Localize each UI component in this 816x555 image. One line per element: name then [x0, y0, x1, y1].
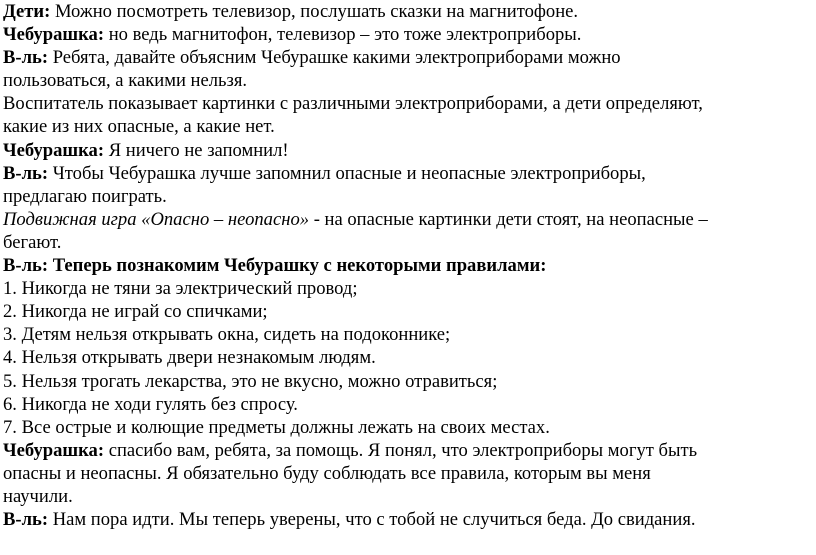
- line-text: 1. Никогда не тяни за электрический провод;: [3, 278, 358, 300]
- rules-heading: В-ль: Теперь познакомим Чебурашку с некоторыми правилами:: [3, 255, 547, 277]
- rule-item: [3, 346, 813, 369]
- line-text: 3. Детям нельзя открывать окна, сидеть на подоконнике;: [3, 324, 451, 346]
- paragraph-line: [3, 162, 813, 185]
- rule-item: [3, 277, 813, 300]
- paragraph-line: [3, 46, 813, 69]
- paragraph-line: [3, 439, 813, 462]
- line-text: спасибо вам, ребята, за помощь. Я понял, что электроприборы могут быть: [104, 439, 698, 461]
- line-text: научили.: [3, 485, 73, 507]
- speaker-label: Чебурашка:: [3, 439, 105, 461]
- line-text: предлагаю поиграть.: [3, 185, 167, 207]
- paragraph-line: [3, 69, 813, 92]
- paragraph-line: [3, 185, 813, 208]
- line-text: Ребята, давайте объясним Чебурашке какими электроприборами можно: [48, 47, 621, 69]
- rule-item: [3, 370, 813, 393]
- speaker-label: В-ль:: [3, 162, 49, 184]
- rule-item: [3, 300, 813, 323]
- line-text: 2. Никогда не играй со спичками;: [3, 301, 268, 323]
- line-text: Чтобы Чебурашка лучше запомнил опасные и неопасные электроприборы,: [48, 162, 646, 184]
- rule-item: [3, 416, 813, 439]
- paragraph-line: [3, 208, 813, 231]
- paragraph-line: [3, 139, 813, 162]
- rule-item: [3, 393, 813, 416]
- line-text: 4. Нельзя открывать двери незнакомым людям.: [3, 347, 376, 369]
- line-text: 5. Нельзя трогать лекарства, это не вкусно, можно отравиться;: [3, 370, 498, 392]
- paragraph-line: [3, 23, 813, 46]
- line-text: бегают.: [3, 231, 62, 253]
- speaker-label: Чебурашка:: [3, 139, 105, 161]
- paragraph-line: [3, 508, 813, 531]
- game-title: Подвижная игра «Опасно – неопасно»: [3, 208, 310, 230]
- line-text: опасны и неопасны. Я обязательно буду соблюдать все правила, которым вы меня: [3, 462, 651, 484]
- line-text: 7. Все острые и колющие предметы должны лежать на своих местах.: [3, 416, 550, 438]
- line-text: но ведь магнитофон, телевизор – это тоже электроприборы.: [104, 24, 582, 46]
- line-text: Я ничего не запомнил!: [104, 139, 289, 161]
- paragraph-line: [3, 485, 813, 508]
- line-text: - на опасные картинки дети стоят, на неопасные –: [309, 208, 708, 230]
- line-text: 6. Никогда не ходи гулять без спросу.: [3, 393, 298, 415]
- speaker-label: В-ль:: [3, 47, 49, 69]
- line-text: Нам пора идти. Мы теперь уверены, что с тобой не случиться беда. До свидания.: [48, 509, 696, 531]
- paragraph-line: [3, 0, 813, 23]
- paragraph-line: [3, 92, 813, 115]
- line-text: Можно посмотреть телевизор, послушать сказки на магнитофоне.: [50, 1, 579, 22]
- paragraph-line: [3, 231, 813, 254]
- speaker-label: Чебурашка:: [3, 24, 105, 46]
- paragraph-line: [3, 254, 813, 277]
- speaker-label: В-ль:: [3, 509, 49, 531]
- paragraph-line: [3, 115, 813, 138]
- line-text: какие из них опасные, а какие нет.: [3, 116, 275, 138]
- document-body: [3, 0, 813, 531]
- line-text: пользоваться, а какими нельзя.: [3, 70, 248, 92]
- rule-item: [3, 323, 813, 346]
- paragraph-line: [3, 462, 813, 485]
- line-text: Воспитатель показывает картинки с различными электроприборами, а дети определяют,: [3, 93, 703, 115]
- speaker-label: Дети:: [3, 1, 51, 22]
